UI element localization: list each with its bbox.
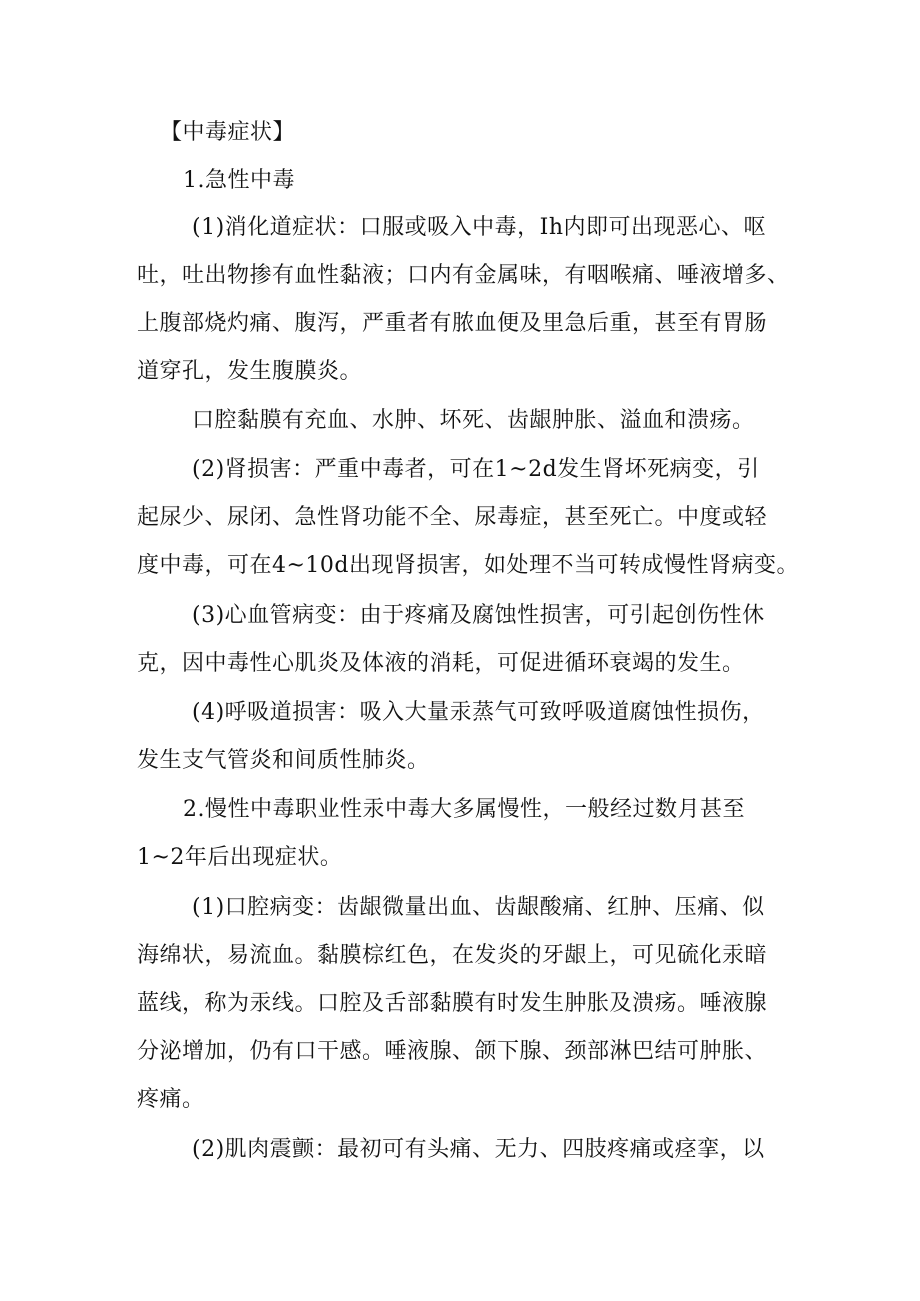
text-line: (2)肾损害：严重中毒者，可在1~2d发生肾坏死病变，引 [192, 457, 760, 482]
text-line: (1)消化道症状：口服或吸入中毒，Ih内即可出现恶心、呕 [192, 215, 767, 240]
text-line: 口腔黏膜有充血、水肿、坏死、齿龈肿胀、溢血和溃疡。 [192, 408, 755, 433]
text-line: 上腹部烧灼痛、腹泻，严重者有脓血便及里急后重，甚至有胃肠 [137, 311, 768, 336]
text-line: 蓝线，称为汞线。口腔及舌部黏膜有时发生肿胀及溃疡。唾液腺 [137, 991, 768, 1016]
text-line: 1~2年后出现症状。 [137, 845, 343, 870]
text-line: 克，因中毒性心肌炎及体液的消耗，可促进循环衰竭的发生。 [137, 651, 745, 676]
text-line: (4)呼吸道损害：吸入大量汞蒸气可致呼吸道腐蚀性损伤， [192, 700, 765, 725]
text-line: 海绵状，易流血。黏膜棕红色，在发炎的牙龈上，可见硫化汞暗 [137, 943, 768, 968]
text-line: 吐，吐出物掺有血性黏液；口内有金属味，有咽喉痛、唾液增多、 [137, 263, 790, 288]
text-line: 起尿少、尿闭、急性肾功能不全、尿毒症，甚至死亡。中度或轻 [137, 505, 768, 530]
text-line: 1.急性中毒 [183, 168, 295, 193]
text-line: 分泌增加，仍有口干感。唾液腺、颌下腺、颈部淋巴结可肿胀、 [137, 1039, 768, 1064]
text-line: 疼痛。 [137, 1087, 205, 1112]
text-line: 2.慢性中毒职业性汞中毒大多属慢性，一般经过数月甚至 [183, 797, 745, 822]
text-line: (3)心血管病变：由于疼痛及腐蚀性损害，可引起创伤性休 [192, 603, 765, 628]
text-line: 度中毒，可在4~10d出现肾损害，如处理不当可转成慢性肾病变。 [137, 553, 800, 578]
text-line: (2)肌肉震颤：最初可有头痛、无力、四肢疼痛或痉挛，以 [192, 1137, 765, 1162]
text-line: 道穿孔，发生腹膜炎。 [137, 359, 363, 384]
text-line: (1)口腔病变：齿龈微量出血、齿龈酸痛、红肿、压痛、似 [192, 895, 765, 920]
text-line: 发生支气管炎和间质性肺炎。 [137, 748, 430, 773]
section-heading: 【中毒症状】 [160, 120, 296, 145]
